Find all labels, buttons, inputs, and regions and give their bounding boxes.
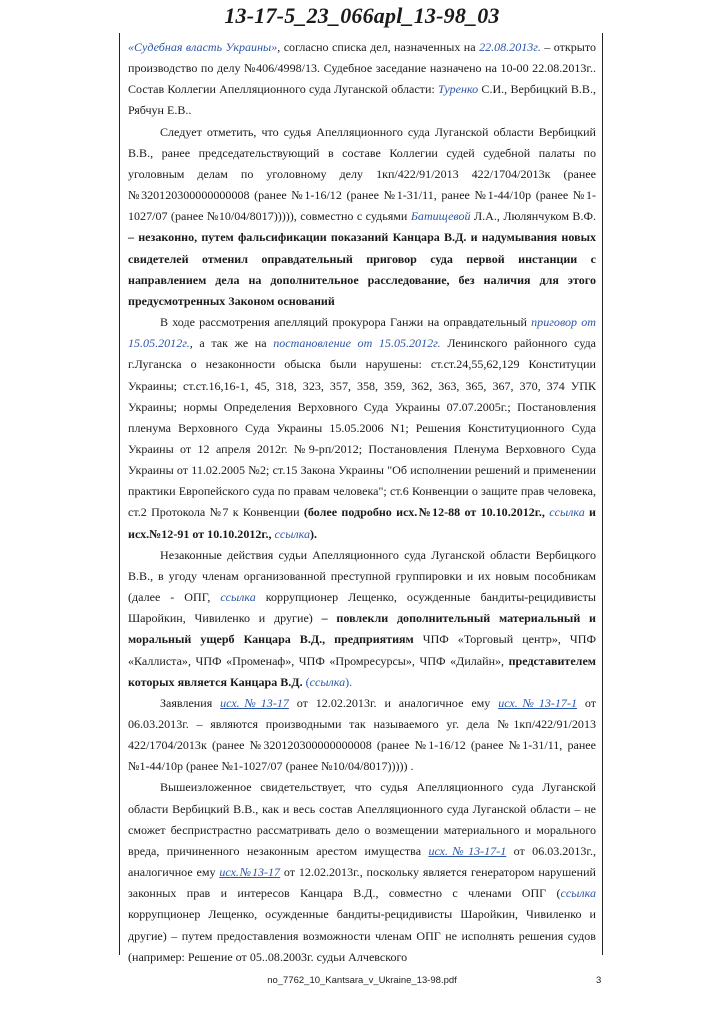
bold-text: – повлекли дополнительный материальный и моральный ущерб Канцара В.Д., предприятиям [128, 611, 596, 647]
paragraph-3 [128, 312, 596, 545]
document-frame [119, 33, 603, 964]
bold-text: и исх.№12-91 от 10.10.2012г., [128, 505, 596, 541]
ref-link[interactable]: ссылка [274, 526, 311, 541]
text: , а так же на [189, 336, 274, 351]
bold-text: – незаконно, путем фальсификации показаний Канцара В.Д. и надумывания новых свидетелей отменил оправдательный приговор суда первой инстанции с направлением дела на дополнительное расследование, без наличия для этого предусмотренных Законом оснований [128, 230, 596, 308]
doc-13-17-1-link[interactable]: исх.№13-17-1 [498, 695, 577, 710]
text: от 06.03.2013г., аналогичное ему [128, 843, 596, 880]
paragraph-6 [128, 777, 596, 967]
text: от 12.02.2013г., поскольку является генератором нарушений законных прав и интересов Канцара В.Д., совместно с членами ОПГ ( [128, 865, 596, 901]
text: Заявления [160, 695, 221, 710]
text: Л.А., Люлянчуком В.Ф. [470, 209, 596, 224]
document-body [120, 33, 602, 968]
paragraph-2 [128, 122, 596, 312]
doc-13-17-1-link[interactable]: исх.№13-17-1 [428, 843, 507, 858]
text: ). [345, 674, 353, 689]
text: Ленинского районного суда г.Луганска о незаконности обыска были нарушены: ст.ст.24,55,62,129 Конституции Украины; ст.ст.16,16-1, 45, 318, 323, 357, 358, 359, 362, 363, 365, 367, 370, 374 УПК Украины; нормы Определения Верховного Суда Украины 07.07.2005г.; Постановления пленума Верховного Суда Украины 15.05.2006 N1; Решения Конституционного Суда Украины от 12 апреля 2012г. №9-рп/2012; Постановления Пленума Верховного Суда Украины от 11.02.2005 №2; ст.15 Закона Украины "Об исполнении решений и применении практики Европейского суда по правам человека"; ст.6 Конвенции о защите прав человека, ст.2 Протокола №7 к Конвенции [128, 336, 596, 520]
ref-link[interactable]: ссылка [560, 886, 596, 901]
court-portal-link[interactable]: «Судебная власть Украины» [128, 40, 278, 54]
judge-batishcheva-link[interactable]: Батищевой [410, 209, 471, 224]
text: коррупционер Лещенко, осужденные бандиты-рецидивисты Шаройкин, Чивиленко и другие) – путем предоставления возможности членам ОПГ не исполнять решения судов (например: Решение от 05..08.2003г. судьи Алчевского [128, 907, 596, 964]
text: ( [302, 674, 310, 689]
ref-link[interactable]: ссылка [549, 505, 585, 520]
paragraph-4 [128, 545, 596, 693]
paragraph-1 [128, 37, 596, 122]
doc-13-17-link[interactable]: исх.№13-17 [219, 865, 281, 880]
resolution-link[interactable]: постановление от 15.05.2012г. [273, 336, 441, 351]
text: от 06.03.2013г. – являются производными так называемого уг. дела №1кп/422/91/2013 422/1704/2013к (ранее №320120300000000008 (ранее №1-16/12 (ранее №1-31/11, ранее №1-44/10р (ранее №1-1027/07 (ранее №10/04/8017))))) . [128, 695, 596, 774]
text: Незаконные действия судьи Апелляционного суда Луганской области Вербицкого В.В., в угоду членам организованной преступной группировки и их новым пособникам (далее - ОПГ, [128, 547, 596, 605]
hearing-date-link[interactable]: 22.08.2013г. [479, 40, 541, 54]
text: , согласно списка дел, назначенных на [277, 40, 480, 54]
text: ЧПФ «Торговый центр», ЧПФ «Каллиста», ЧПФ «Променаф», ЧПФ «Промресурсы», ЧПФ «Дилайн», [128, 632, 596, 668]
bold-text: представителем которых является Канцара В.Д. [128, 653, 596, 689]
bold-text: (более подробно исх.№12-88 от 10.10.2012г., [303, 505, 550, 520]
paragraph-5 [128, 693, 596, 778]
page-title: 13-17-5_23_066apl_13-98_03 [224, 3, 500, 28]
bold-text: ). [310, 526, 318, 541]
text: С.И., Вербицкий В.В., Рябчун Е.В.. [128, 82, 596, 118]
text: от 12.02.2013г. и аналогичное ему [288, 695, 499, 710]
footer-filename: no_7762_10_Kantsara_v_Ukraine_13-98.pdf [267, 975, 457, 986]
text: Вышеизложенное свидетельствует, что судья Апелляционного суда Луганской области Вербицкий В.В., как и весь состав Апелляционного суда Луганской области – не сможет беспристрастно рассматривать дело о возмещении материального и морального вреда, причиненного незаконным арестом имущества [128, 780, 596, 858]
doc-13-17-link[interactable]: исх.№13-17 [220, 695, 289, 710]
text: Следует отметить, что судья Апелляционного суда Луганской области Вербицкий В.В., ранее председательствующий в составе Коллегии судей судебной палаты по уголовным делам по уголовному делу 1кп/422/91/2013 422/1704/2013к (ранее №320120300000000008 (ранее №1-16/12 (ранее №1-31/11, ранее №1-44/10р (ранее №1-1027/07 (ранее №10/04/8017))))), совместно с судьями [128, 124, 596, 224]
ref-link[interactable]: ссылка [309, 674, 346, 689]
text: – открыто производство по делу №406/4998/13. Судебное заседание назначено на 10-00 22.08.2013г.. Состав Коллегии Апелляционного суда Луганской области: [128, 40, 596, 97]
ref-link[interactable]: ссылка [220, 590, 256, 605]
text: В ходе рассмотрения апелляций прокурора Ганжи на оправдательный [160, 315, 532, 330]
page-number: 3 [596, 975, 602, 986]
text: коррупционер Лещенко, осужденные бандиты-рецидивисты Шаройкин, Чивиленко и другие) [128, 590, 596, 626]
judge-turenko-link[interactable]: Туренко [438, 82, 479, 97]
verdict-link[interactable]: приговор от 15.05.2012г. [128, 315, 596, 351]
